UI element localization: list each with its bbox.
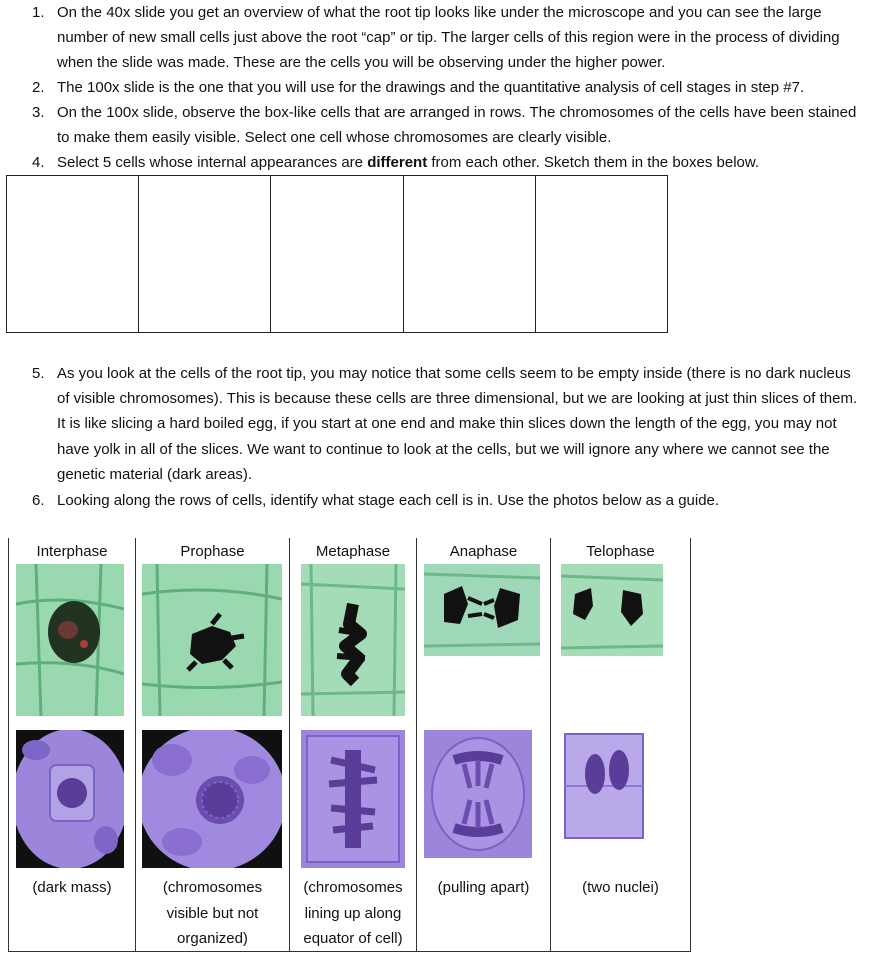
line: of visible chromosomes). This is because these cells are three dimensional, but we are looking at just thin slices of them. bbox=[57, 390, 858, 408]
interphase-green-photo bbox=[16, 564, 124, 716]
phase-caption bbox=[551, 875, 690, 901]
phase-column-telophase bbox=[550, 538, 691, 952]
phase-column-metaphase bbox=[289, 538, 416, 952]
line: have yolk in all of the slices. We want to continue to look at the cells, but we will ignore any where we cannot see the bbox=[57, 440, 830, 458]
sketch-box[interactable] bbox=[270, 176, 402, 332]
prophase-purple-photo bbox=[142, 730, 282, 868]
phase-column-anaphase bbox=[416, 538, 550, 952]
line: On the 40x slide you get an overview of what the root tip looks like under the microscope and you can see the large bbox=[57, 4, 822, 21]
sketch-box[interactable] bbox=[7, 176, 138, 332]
caption-line: (chromosomes bbox=[303, 879, 403, 896]
instruction-6 bbox=[32, 488, 877, 513]
item-number: 5. bbox=[32, 365, 45, 382]
sketch-box[interactable] bbox=[138, 176, 270, 332]
line: On the 100x slide, observe the box-like cells that are arranged in rows. The chromosomes of the cells have been stained bbox=[57, 104, 857, 121]
instruction-4 bbox=[32, 150, 877, 175]
phase-heading: Telophase bbox=[586, 543, 655, 560]
caption-line: (pulling apart) bbox=[437, 879, 530, 896]
telophase-green-photo bbox=[561, 564, 663, 656]
instruction-5 bbox=[32, 361, 877, 487]
metaphase-purple-photo bbox=[301, 730, 405, 868]
line: when the slide was made. These are the cells you will be observing under the higher power. bbox=[57, 54, 666, 72]
instruction-3 bbox=[32, 100, 877, 150]
sketch-box[interactable] bbox=[535, 176, 667, 332]
metaphase-green-photo bbox=[301, 564, 405, 716]
instruction-1 bbox=[32, 0, 877, 76]
line: to make them easily visible. Select one cell whose chromosomes are clearly visible. bbox=[57, 129, 612, 147]
item-number: 2. bbox=[32, 79, 45, 96]
item-number: 3. bbox=[32, 104, 45, 121]
prophase-green-photo bbox=[142, 564, 282, 716]
text-run: Select 5 cells whose internal appearances are bbox=[57, 154, 368, 171]
sketch-box[interactable] bbox=[403, 176, 535, 332]
phase-heading: Metaphase bbox=[315, 543, 391, 560]
phase-table bbox=[8, 538, 691, 952]
phase-caption bbox=[9, 875, 135, 901]
line: As you look at the cells of the root tip, you may notice that some cells seem to be empty inside (there is no dark nucleus bbox=[57, 365, 851, 382]
phase-caption bbox=[417, 875, 550, 901]
item-number: 1. bbox=[32, 4, 45, 21]
sketch-boxes bbox=[6, 175, 668, 333]
anaphase-purple-photo bbox=[424, 730, 532, 858]
phase-caption bbox=[136, 875, 289, 952]
interphase-purple-photo bbox=[16, 730, 124, 868]
phase-heading: Anaphase bbox=[449, 543, 518, 560]
instruction-2 bbox=[32, 75, 877, 100]
phase-caption bbox=[290, 875, 416, 952]
phase-heading: Prophase bbox=[180, 543, 245, 560]
line: genetic material (dark areas). bbox=[57, 465, 253, 483]
line: The 100x slide is the one that you will use for the drawings and the quantitative analysis of cell stages in step #7. bbox=[57, 79, 805, 96]
line: Looking along the rows of cells, identify what stage each cell is in. Use the photos below as a guide. bbox=[57, 492, 720, 509]
caption-line: (chromosomes bbox=[162, 879, 263, 896]
line bbox=[57, 150, 877, 175]
caption-line: (two nuclei) bbox=[582, 879, 659, 896]
line: It is like slicing a hard boiled egg, if you start at one end and make thin slices down the length of the egg, you may not bbox=[57, 415, 837, 433]
item-number: 4. bbox=[32, 154, 45, 171]
caption-line: organized) bbox=[177, 930, 248, 947]
caption-line: equator of cell) bbox=[303, 930, 403, 947]
phase-column-prophase bbox=[135, 538, 289, 952]
anaphase-green-photo bbox=[424, 564, 540, 656]
caption-line: (dark mass) bbox=[32, 879, 112, 896]
caption-line: lining up along bbox=[304, 904, 402, 922]
item-number: 6. bbox=[32, 492, 45, 509]
text-run: from each other. Sketch them in the boxes below. bbox=[427, 154, 760, 171]
phase-heading: Interphase bbox=[36, 543, 108, 560]
bold-word: different bbox=[367, 154, 428, 171]
caption-line: visible but not bbox=[166, 904, 259, 922]
telophase-purple-photo bbox=[561, 730, 647, 842]
line: number of new small cells just above the root “cap” or tip. The larger cells of this region were in the process of dividing bbox=[57, 29, 840, 47]
phase-column-interphase bbox=[8, 538, 135, 952]
